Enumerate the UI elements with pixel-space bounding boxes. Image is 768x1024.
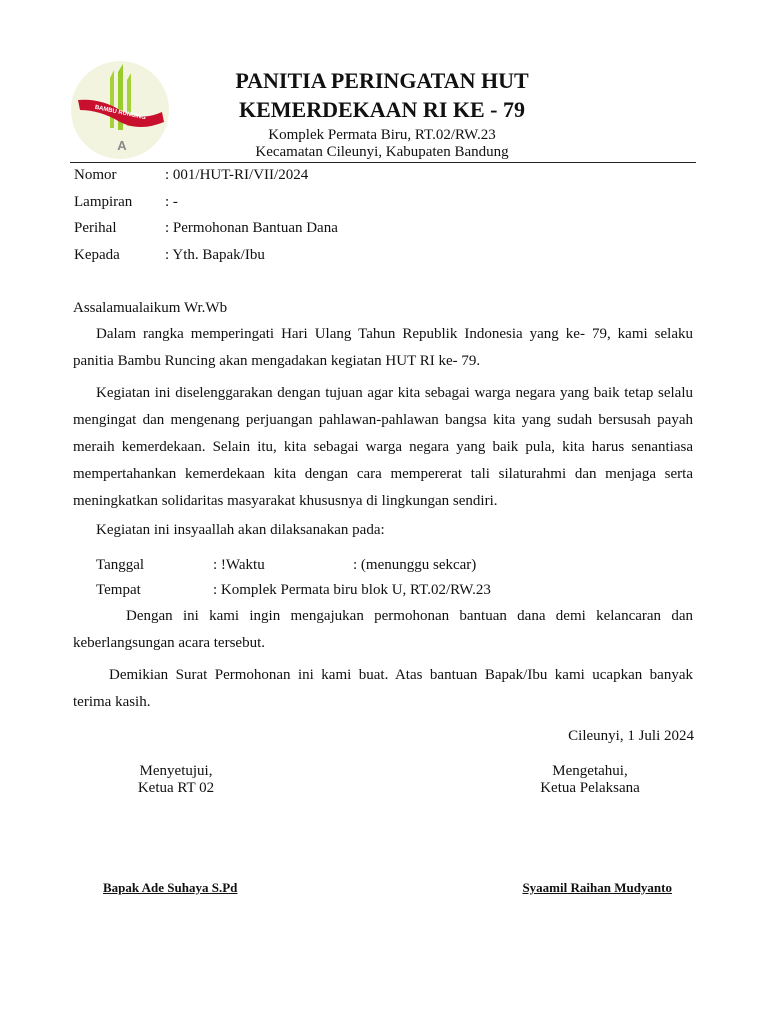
left-signatory-name: Bapak Ade Suhaya S.Pd [103,880,238,895]
bambu-runcing-logo [70,60,170,160]
meta-value-nomor: : 001/HUT-RI/VII/2024 [165,167,309,183]
right-sign-acknowledge: Mengetahui, [552,763,628,779]
address-line1: Komplek Permata Biru, RT.02/RW.23 [268,127,496,143]
schedule-place-label: Tempat [96,582,141,598]
left-sign-approval: Menyetujui, [139,763,213,779]
header-divider [70,162,696,163]
meta-value-kepada: : Yth. Bapak/Ibu [165,247,265,263]
paragraph-closing: Demikian Surat Permohonan ini kami buat. Atas bantuan Bapak/Ibu kami ucapkan banyak terima kasih. [73,667,693,710]
schedule-intro: Kegiatan ini insyaallah akan dilaksanakan pada: [96,522,385,538]
right-signatory-name: Syaamil Raihan Mudyanto [522,880,672,895]
logo-ribbon-text: BAMBU RUNCING [94,104,147,122]
logo-letter: A [117,138,127,153]
meta-label-perihal: Perihal [74,220,117,236]
paragraph-purpose: Kegiatan ini diselenggarakan dengan tujuan agar kita sebagai warga negara yang baik tetap selalu mengingat dan mengenang perjuangan pahlawan-pahlawan bangsa kita yang sudah bersusah payah meraih kemerdekaan. Selain itu, kita sebagai warga negara yang baik pula, kita harus senantiasa mempertahankan kemerdekaan kita dengan cara mempererat tali silaturahmi dan menjaga serta meningkatkan solidaritas masyarakat khususnya di lingkungan sendiri. [73,385,693,509]
greeting: Assalamualaikum Wr.Wb [73,300,228,316]
schedule-time-value: : (menunggu sekcar) [353,557,477,573]
schedule-date-value: : !Waktu [213,557,265,573]
org-title-line1: PANITIA PERINGATAN HUT [235,68,529,93]
right-sign-role: Ketua Pelaksana [540,780,640,796]
schedule-date-label: Tanggal [96,557,145,573]
paragraph-intro: Dalam rangka memperingati Hari Ulang Tahun Republik Indonesia yang ke- 79, kami selaku panitia Bambu Runcing akan mengadakan kegiatan HUT RI ke- 79. [73,326,693,369]
letter-date: Cileunyi, 1 Juli 2024 [568,728,694,744]
left-sign-role: Ketua RT 02 [137,780,215,796]
schedule-place-value: : Komplek Permata biru blok U, RT.02/RW.23 [213,582,491,598]
org-title-line2: KEMERDEKAAN RI KE - 79 [238,97,525,122]
meta-label-kepada: Kepada [74,247,120,263]
bamboo-stalk-icon [110,70,114,128]
meta-value-lampiran: : - [165,194,178,210]
meta-label-lampiran: Lampiran [74,194,133,210]
meta-value-perihal: : Permohonan Bantuan Dana [165,220,338,236]
meta-label-nomor: Nomor [74,167,117,183]
paragraph-request: Dengan ini kami ingin mengajukan permohonan bantuan dana demi kelancaran dan keberlangsungan acara tersebut. [73,608,693,651]
address-line2: Kecamatan Cileunyi, Kabupaten Bandung [255,144,509,160]
